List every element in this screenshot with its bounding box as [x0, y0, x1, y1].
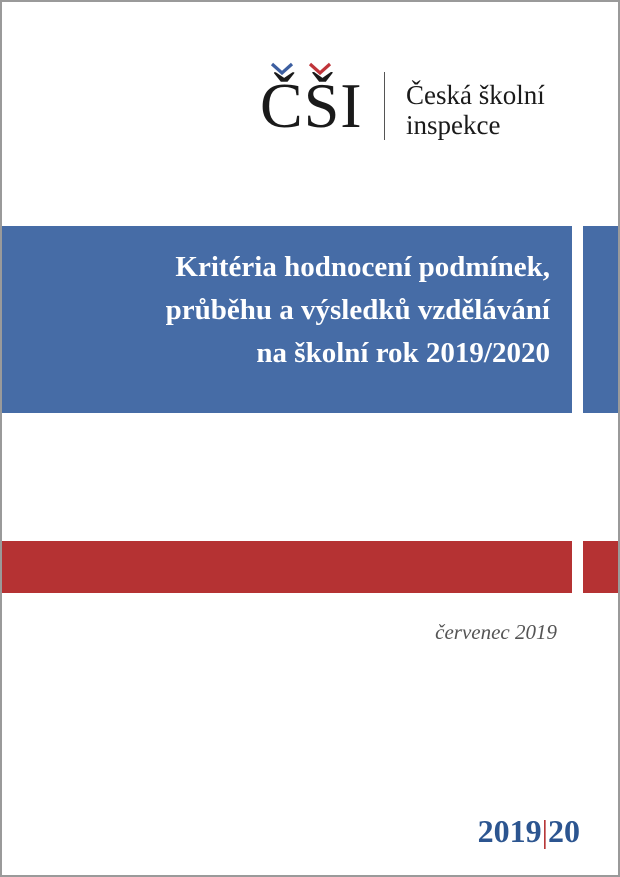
csi-logo [258, 60, 578, 150]
logo-institution-name [406, 80, 545, 140]
title-line-3: na školní rok 2019/2020 [256, 337, 550, 369]
logo-name-line2: inspekce [406, 110, 501, 140]
red-band-stub [583, 541, 618, 593]
red-band [2, 541, 572, 593]
publication-date: červenec 2019 [435, 620, 557, 644]
title-line-2: průběhu a výsledků vzdělávání [165, 294, 550, 326]
title-line-1: Kritéria hodnocení podmínek, [175, 251, 550, 283]
year-separator: | [541, 813, 548, 849]
title-band-stub [583, 226, 618, 413]
logo-mark [258, 60, 368, 140]
year-badge [478, 813, 580, 850]
year-right: 20 [548, 813, 580, 849]
logo-name-line1: Česká školní [406, 80, 545, 110]
logo-divider [384, 72, 385, 140]
logo-letters: ČŠI [260, 70, 363, 141]
document-title [40, 246, 550, 375]
year-left: 2019 [477, 813, 542, 849]
